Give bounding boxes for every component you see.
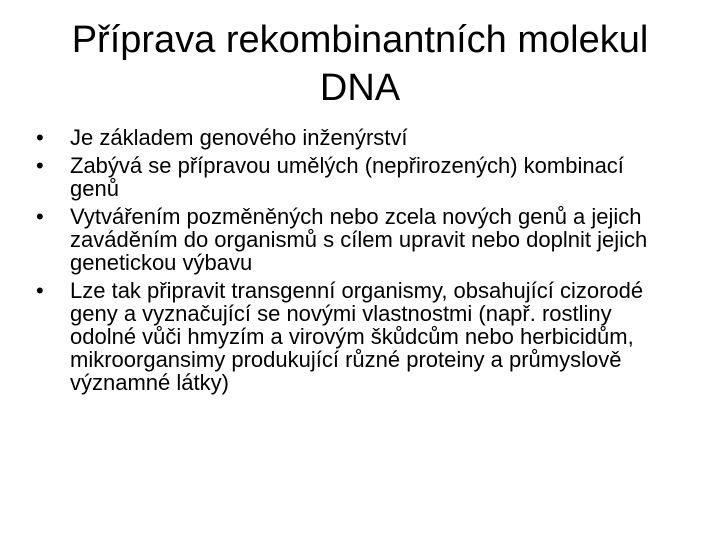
bullet-item (36, 279, 676, 394)
bullet-list (36, 126, 676, 399)
bullet-icon: • (36, 125, 44, 150)
bullet-item (36, 205, 676, 274)
bullet-icon: • (36, 204, 44, 229)
bullet-text: Lze tak připravit transgenní organismy, obsahující cizorodé geny a vyznačující se novými vlastnostmi (např. rostliny odolné vůči hmyzím a virovým škůdcům nebo herbicidům, mikroorgansimy produkující různé proteiny a průmyslově významné látky) (70, 278, 644, 395)
bullet-icon: • (36, 278, 44, 303)
slide-title: Příprava rekombinantních molekul DNA (71, 19, 649, 109)
bullet-item (36, 126, 676, 149)
bullet-icon: • (36, 153, 44, 178)
bullet-text: Vytvářením pozměněných nebo zcela nových genů a jejich zaváděním do organismů s cílem upravit nebo doplnit jejich genetickou výbavu (70, 204, 648, 275)
bullet-text: Je základem genového inženýrství (70, 125, 408, 150)
bullet-item (36, 154, 676, 200)
bullet-text: Zabývá se přípravou umělých (nepřirozených) kombinací genů (70, 153, 624, 201)
